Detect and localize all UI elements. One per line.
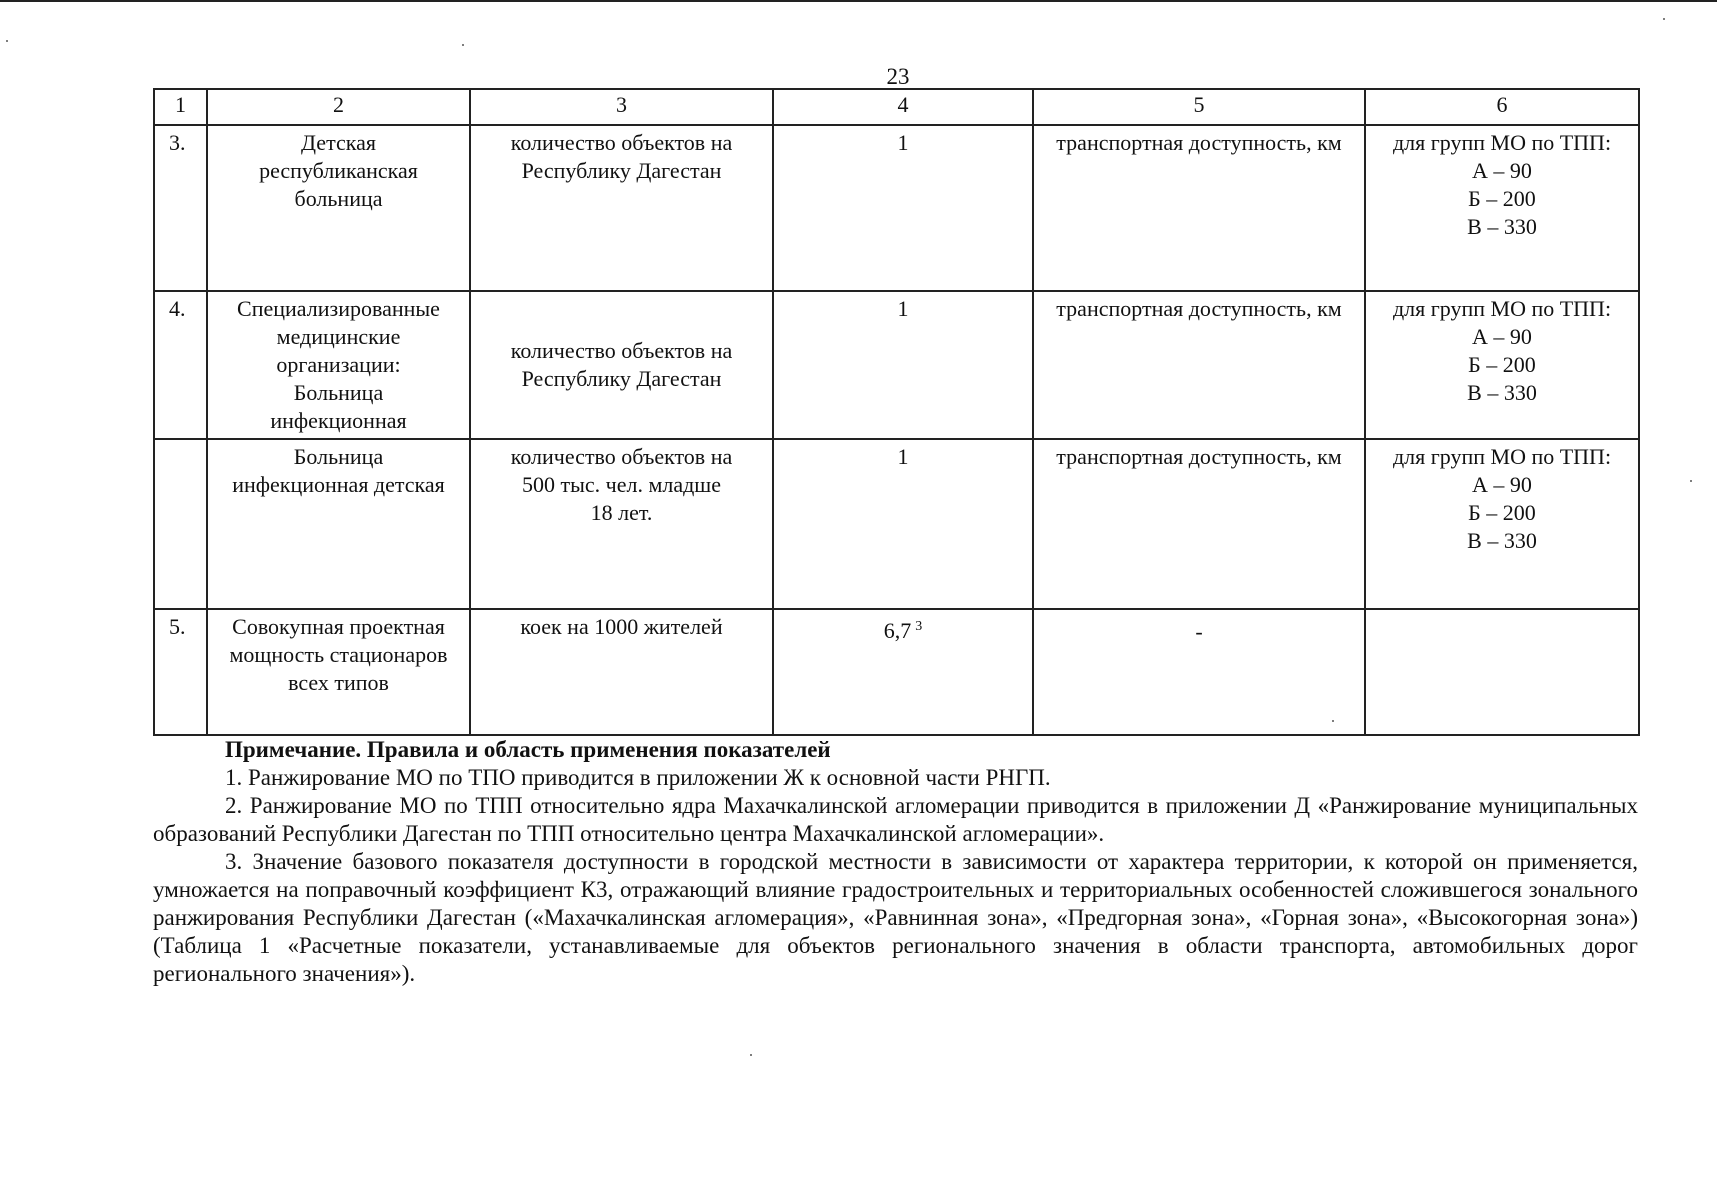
measure-line: 500 тыс. чел. младше xyxy=(521,472,722,497)
groups-line: для групп МО по ТПП: xyxy=(1392,130,1612,155)
note-item: 1. Ранжирование МО по ТПО приводится в приложении Ж к основной части РНГП. xyxy=(225,765,1051,790)
notes-title: Примечание. Правила и область применения показателей xyxy=(225,737,831,762)
facility-name-line: Больница xyxy=(293,380,384,405)
measure-cell xyxy=(470,125,773,291)
groups-cell xyxy=(1365,439,1639,609)
groups-cell xyxy=(1365,125,1639,291)
facility-name-line: больница xyxy=(294,186,383,211)
groups-line: А – 90 xyxy=(1472,324,1532,349)
scan-speck xyxy=(6,40,8,42)
facility-name-line: медицинские xyxy=(276,324,401,349)
header-cell: 3 xyxy=(470,89,773,125)
note-item: 3. Значение базового показателя доступности в городской местности в зависимости от характера территории, к которой он применяется, умножается на поправочный коэффициент К3, отражающий влияние градостроительных и территориальных особенностей сложившегося зонального ранжирования Республики Дагестан («Махачкалинская агломерация», «Равнинная зона», «Предгорная зона», «Горная зона», «Высокогорная зона») (Таблица 1 «Расчетные показатели, устанавливаемые для объектов регионального значения в области транспорта, автомобильных дорог регионального значения»). xyxy=(153,849,1638,986)
table-row xyxy=(154,609,1639,735)
indicators-table xyxy=(153,88,1640,736)
value-cell xyxy=(773,439,1033,609)
header-cell: 4 xyxy=(773,89,1033,125)
facility-name-cell xyxy=(207,609,470,735)
header-cell: 1 xyxy=(154,89,207,125)
groups-line: Б – 200 xyxy=(1468,352,1536,377)
facility-name-line: инфекционная детская xyxy=(232,472,445,497)
value-text: 1 xyxy=(897,296,909,321)
table-row xyxy=(154,125,1639,291)
measure-line: Республику Дагестан xyxy=(521,366,722,391)
groups-line: В – 330 xyxy=(1467,380,1537,405)
measure-line: количество объектов на xyxy=(510,338,733,363)
facility-name-line: инфекционная xyxy=(270,408,407,433)
facility-name-line: Специализированные xyxy=(237,296,440,321)
accessibility-cell: транспортная доступность, км xyxy=(1033,291,1365,439)
scan-speck xyxy=(1332,720,1334,722)
facility-name-line: мощность стационаров xyxy=(229,642,448,667)
row-number: 4. xyxy=(154,291,207,439)
scan-speck xyxy=(750,1054,752,1056)
measure-line: количество объектов на xyxy=(510,130,733,155)
measure-cell xyxy=(470,291,773,439)
measure-line: количество объектов на xyxy=(510,444,733,469)
header-cell: 2 xyxy=(207,89,470,125)
row-number: 3. xyxy=(154,125,207,291)
page-number: 23 xyxy=(886,64,910,89)
facility-name-line: Больница xyxy=(293,444,384,469)
value-text: 1 xyxy=(897,130,909,155)
groups-line: А – 90 xyxy=(1472,158,1532,183)
measure-cell xyxy=(470,609,773,735)
measure-line: Республику Дагестан xyxy=(521,158,722,183)
table-row xyxy=(154,439,1639,609)
note-item: 2. Ранжирование МО по ТПП относительно ядра Махачкалинской агломерации приводится в приложении Д «Ранжирование муниципальных образований Республики Дагестан по ТПП относительно центра Махачкалинской агломерации». xyxy=(153,793,1638,846)
value-cell xyxy=(773,125,1033,291)
scan-speck xyxy=(1690,480,1692,482)
header-cell: 5 xyxy=(1033,89,1365,125)
value-text: 1 xyxy=(897,444,909,469)
facility-name-cell xyxy=(207,439,470,609)
table-row xyxy=(154,291,1639,439)
facility-name-cell xyxy=(207,125,470,291)
groups-line: Б – 200 xyxy=(1468,500,1536,525)
groups-line: В – 330 xyxy=(1467,214,1537,239)
value-cell xyxy=(773,609,1033,735)
facility-name-line: организации: xyxy=(276,352,401,377)
measure-cell xyxy=(470,439,773,609)
top-scan-edge xyxy=(0,0,1717,2)
groups-cell xyxy=(1365,609,1639,735)
facility-name-cell xyxy=(207,291,470,439)
groups-line: Б – 200 xyxy=(1468,186,1536,211)
scan-speck xyxy=(462,44,464,46)
groups-line: В – 330 xyxy=(1467,528,1537,553)
row-number: 5. xyxy=(154,609,207,735)
groups-line: А – 90 xyxy=(1472,472,1532,497)
groups-cell xyxy=(1365,291,1639,439)
groups-line: для групп МО по ТПП: xyxy=(1392,296,1612,321)
accessibility-cell: - xyxy=(1033,609,1365,735)
facility-name-line: всех типов xyxy=(288,670,389,695)
value-cell xyxy=(773,291,1033,439)
facility-name-line: республиканская xyxy=(259,158,418,183)
row-number xyxy=(154,439,207,609)
facility-name-line: Совокупная проектная xyxy=(232,614,445,639)
groups-line: для групп МО по ТПП: xyxy=(1392,444,1612,469)
facility-name-line: Детская xyxy=(301,130,376,155)
measure-line: коек на 1000 жителей xyxy=(520,614,723,639)
notes-section xyxy=(153,736,1638,988)
value-text: 6,7 xyxy=(883,618,912,643)
scan-speck xyxy=(1663,18,1665,20)
accessibility-cell: транспортная доступность, км xyxy=(1033,125,1365,291)
footnote-marker: 3 xyxy=(915,619,923,634)
measure-line: 18 лет. xyxy=(590,500,653,525)
table-header-row xyxy=(154,89,1639,125)
accessibility-cell: транспортная доступность, км xyxy=(1033,439,1365,609)
header-cell: 6 xyxy=(1365,89,1639,125)
